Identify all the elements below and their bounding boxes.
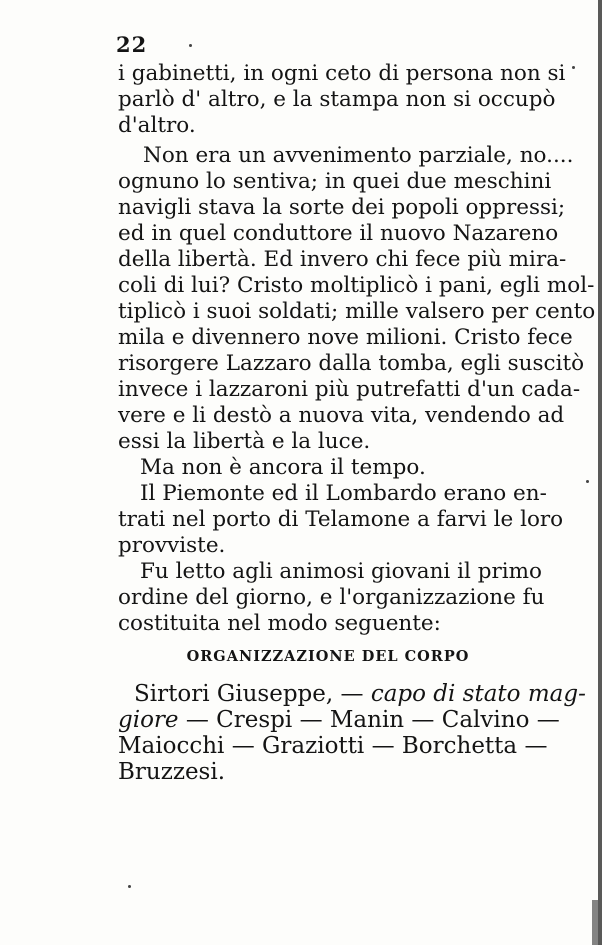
text-line: mila e divennero nove milioni. Cristo fece <box>118 325 573 350</box>
list-line <box>134 680 586 708</box>
text-line: invece i lazzaroni più putrefatti d'un cada- <box>118 377 581 402</box>
page-number: 22 <box>116 32 148 57</box>
page-edge-shadow <box>592 900 598 945</box>
text-line: ed in quel conduttore il nuovo Nazareno <box>118 221 559 246</box>
text-line: coli di lui? Cristo moltiplicò i pani, egli mol- <box>118 273 595 298</box>
text-line: provviste. <box>118 533 226 558</box>
text-line: Ma non è ancora il tempo. <box>140 455 426 480</box>
text-line: essi la libertà e la luce. <box>118 429 371 454</box>
print-speck <box>189 44 192 47</box>
print-speck <box>128 885 131 888</box>
list-line <box>118 706 560 734</box>
text-line: ordine del giorno, e l'organizzazione fu <box>118 585 545 610</box>
list-names: — Crespi — Manin — Calvino — <box>185 707 560 733</box>
page-edge-shadow <box>598 0 602 945</box>
text-line: Fu letto agli animosi giovani il primo <box>140 559 542 584</box>
list-name: Sirtori Giuseppe, — <box>134 681 364 707</box>
text-line: parlò d' altro, e la stampa non si occupò <box>118 87 556 112</box>
text-line: Il Piemonte ed il Lombardo erano en- <box>140 481 547 506</box>
text-line: costituita nel modo seguente: <box>118 611 441 636</box>
text-line: vere e li destò a nuova vita, vendendo ad <box>118 403 565 428</box>
list-line: Bruzzesi. <box>118 759 226 785</box>
list-line: Maiocchi — Graziotti — Borchetta — <box>118 733 548 759</box>
text-line: d'altro. <box>118 113 196 138</box>
print-speck <box>586 480 589 483</box>
text-line: risorgere Lazzaro dalla tomba, egli suscitò <box>118 351 585 376</box>
text-line: tiplicò i suoi soldati; mille valsero per cento <box>118 299 596 324</box>
list-role: capo di stato mag- <box>370 681 586 707</box>
text-line: navigli stava la sorte dei popoli oppressi; <box>118 195 566 220</box>
text-line: Non era un avvenimento parziale, no.... <box>143 143 574 168</box>
section-heading: ORGANIZZAZIONE DEL CORPO <box>186 648 470 665</box>
text-line: i gabinetti, in ogni ceto di persona non si <box>118 61 566 86</box>
print-speck <box>572 66 575 69</box>
list-role: giore <box>118 707 179 733</box>
text-line: della libertà. Ed invero chi fece più mira- <box>118 247 567 272</box>
text-line: trati nel porto di Telamone a farvi le loro <box>118 507 564 532</box>
text-line: ognuno lo sentiva; in quei due meschini <box>118 169 552 194</box>
